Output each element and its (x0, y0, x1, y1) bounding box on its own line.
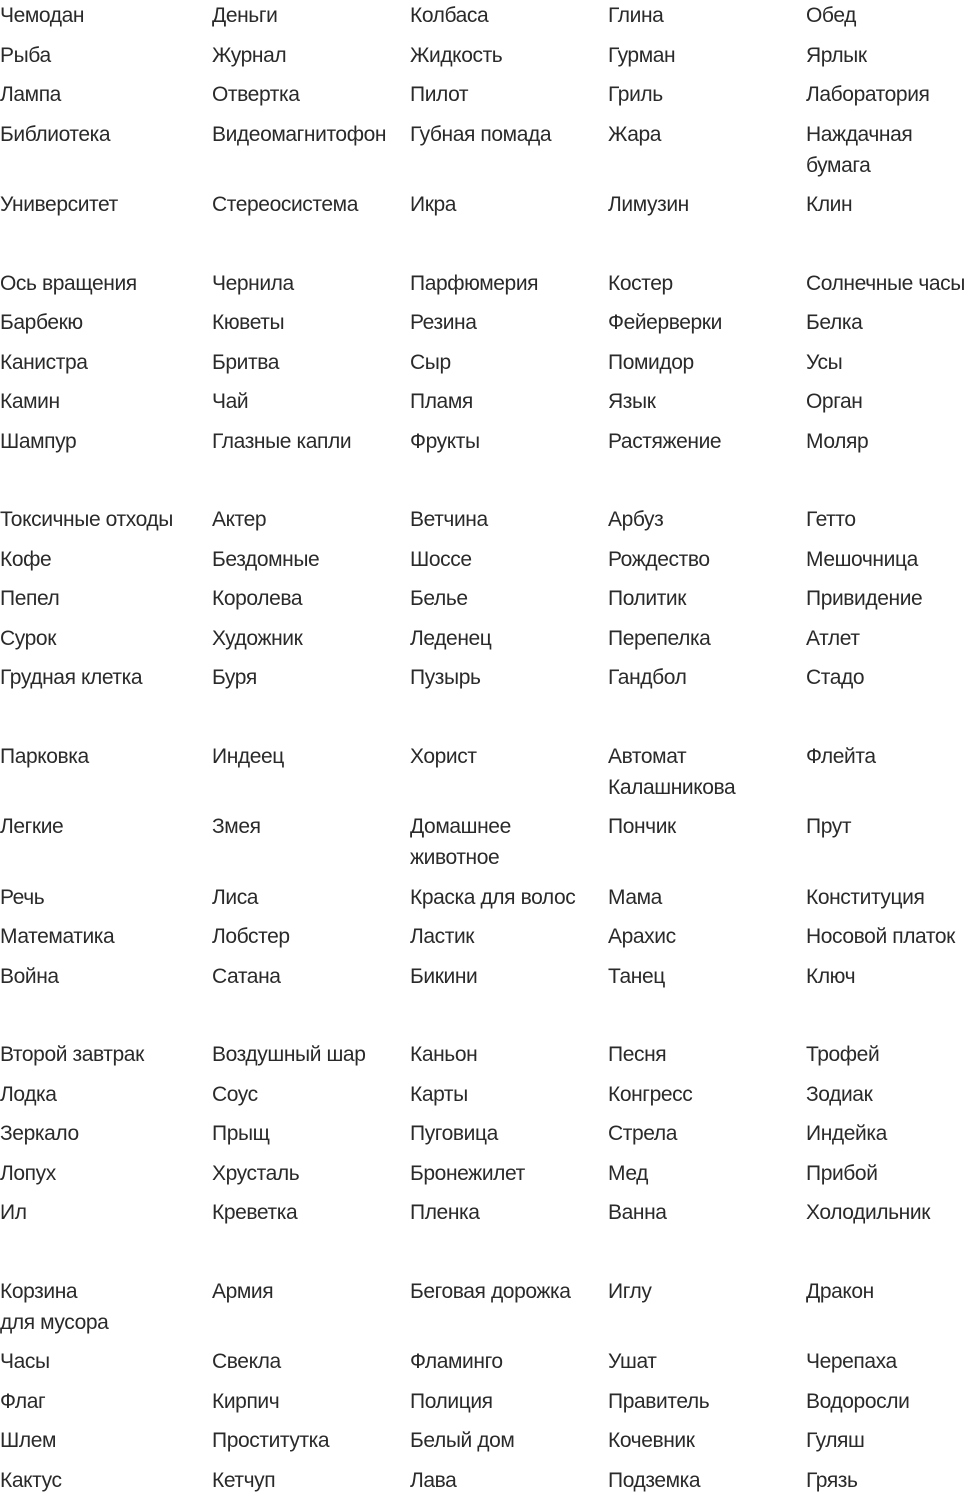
word-cell: Чернила (212, 268, 410, 308)
word-cell: Актер (212, 504, 410, 544)
word-cell: Война (0, 961, 212, 1001)
word-cell: Пилот (410, 79, 608, 119)
word-cell: Журнал (212, 40, 410, 80)
word-cell: Пленка (410, 1197, 608, 1237)
word-cell: Кюветы (212, 307, 410, 347)
word-cell: Лодка (0, 1079, 212, 1119)
word-cell: Парковка (0, 741, 212, 812)
word-cell: Токсичные отходы (0, 504, 212, 544)
word-cell: Деньги (212, 0, 410, 40)
word-cell: Мешочница (806, 544, 980, 584)
word-cell: Грудная клетка (0, 662, 212, 702)
word-cell: Кофе (0, 544, 212, 584)
word-cell: Кетчуп (212, 1465, 410, 1504)
word-cell: Сурок (0, 623, 212, 663)
word-cell: Хрусталь (212, 1158, 410, 1198)
word-cell: Бронежилет (410, 1158, 608, 1198)
word-cell: Ил (0, 1197, 212, 1237)
word-cell: Пончик (608, 811, 806, 882)
word-cell: Атлет (806, 623, 980, 663)
group-spacer (0, 229, 980, 268)
word-cell: Ветчина (410, 504, 608, 544)
word-cell: Шоссе (410, 544, 608, 584)
word-cell: Лампа (0, 79, 212, 119)
word-cell: Шампур (0, 426, 212, 466)
word-cell: Прыщ (212, 1118, 410, 1158)
word-cell: Соус (212, 1079, 410, 1119)
word-cell: Домашнее животное (410, 811, 608, 882)
word-cell: Гуляш (806, 1425, 980, 1465)
word-cell: Иглу (608, 1276, 806, 1347)
word-cell: Моляр (806, 426, 980, 466)
word-cell: Усы (806, 347, 980, 387)
word-cell: Леденец (410, 623, 608, 663)
word-cell: Дракон (806, 1276, 980, 1347)
word-cell: Стрела (608, 1118, 806, 1158)
word-cell: Правитель (608, 1386, 806, 1426)
group-spacer (0, 465, 980, 504)
word-cell: Носовой платок (806, 921, 980, 961)
word-cell: Университет (0, 189, 212, 229)
word-cell: Прибой (806, 1158, 980, 1198)
word-cell: Политик (608, 583, 806, 623)
word-cell: Арбуз (608, 504, 806, 544)
word-cell: Бикини (410, 961, 608, 1001)
word-cell: Барбекю (0, 307, 212, 347)
word-cell: Королева (212, 583, 410, 623)
word-cell: Камин (0, 386, 212, 426)
word-cell: Канистра (0, 347, 212, 387)
word-cell: Сатана (212, 961, 410, 1001)
word-cell: Библиотека (0, 119, 212, 190)
word-cell: Армия (212, 1276, 410, 1347)
word-group-3 (0, 504, 980, 702)
word-cell: Язык (608, 386, 806, 426)
word-cell: Стадо (806, 662, 980, 702)
word-cell: Костер (608, 268, 806, 308)
word-group-2 (0, 268, 980, 466)
word-cell: Обед (806, 0, 980, 40)
word-cell: Лава (410, 1465, 608, 1504)
word-cell: Флейта (806, 741, 980, 812)
word-cell: Видеомагнитофон (212, 119, 410, 190)
word-cell: Фрукты (410, 426, 608, 466)
word-cell: Ванна (608, 1197, 806, 1237)
word-cell: Гандбол (608, 662, 806, 702)
word-cell: Пуговица (410, 1118, 608, 1158)
word-cell: Змея (212, 811, 410, 882)
word-cell: Лобстер (212, 921, 410, 961)
word-cell: Глазные капли (212, 426, 410, 466)
word-cell: Ярлык (806, 40, 980, 80)
word-cell: Арахис (608, 921, 806, 961)
word-cell: Буря (212, 662, 410, 702)
word-cell: Орган (806, 386, 980, 426)
word-cell: Гриль (608, 79, 806, 119)
word-cell: Легкие (0, 811, 212, 882)
word-cell: Икра (410, 189, 608, 229)
word-cell: Индеец (212, 741, 410, 812)
word-cell: Колбаса (410, 0, 608, 40)
word-cell: Глина (608, 0, 806, 40)
word-cell: Конституция (806, 882, 980, 922)
word-cell: Пламя (410, 386, 608, 426)
word-cell: Наждачная бумага (806, 119, 980, 190)
word-cell: Художник (212, 623, 410, 663)
word-cell: Ключ (806, 961, 980, 1001)
word-cell: Креветка (212, 1197, 410, 1237)
word-cell: Карты (410, 1079, 608, 1119)
word-cell: Стереосистема (212, 189, 410, 229)
word-cell: Белка (806, 307, 980, 347)
word-cell: Зодиак (806, 1079, 980, 1119)
word-cell: Пузырь (410, 662, 608, 702)
word-cell: Гетто (806, 504, 980, 544)
word-cell: Лопух (0, 1158, 212, 1198)
word-cell: Рождество (608, 544, 806, 584)
word-cell: Фламинго (410, 1346, 608, 1386)
word-cell: Полиция (410, 1386, 608, 1426)
word-cell: Сыр (410, 347, 608, 387)
word-cell: Отвертка (212, 79, 410, 119)
word-cell: Белый дом (410, 1425, 608, 1465)
word-cell: Хорист (410, 741, 608, 812)
word-group-5 (0, 1039, 980, 1237)
word-group-4 (0, 741, 980, 1001)
word-cell: Речь (0, 882, 212, 922)
word-cell: Водоросли (806, 1386, 980, 1426)
word-cell: Бритва (212, 347, 410, 387)
word-cell: Фейерверки (608, 307, 806, 347)
word-cell: Рыба (0, 40, 212, 80)
word-cell: Часы (0, 1346, 212, 1386)
word-cell: Резина (410, 307, 608, 347)
word-cell: Зеркало (0, 1118, 212, 1158)
word-cell: Воздушный шар (212, 1039, 410, 1079)
word-cell: Холодильник (806, 1197, 980, 1237)
word-cell: Беговая дорожка (410, 1276, 608, 1347)
word-cell: Лаборатория (806, 79, 980, 119)
word-cell: Ластик (410, 921, 608, 961)
word-cell: Помидор (608, 347, 806, 387)
word-cell: Чемодан (0, 0, 212, 40)
word-cell: Проститутка (212, 1425, 410, 1465)
word-cell: Бездомные (212, 544, 410, 584)
group-spacer (0, 1000, 980, 1039)
word-cell: Белье (410, 583, 608, 623)
word-cell: Трофей (806, 1039, 980, 1079)
word-cell: Кочевник (608, 1425, 806, 1465)
word-cell: Танец (608, 961, 806, 1001)
word-group-6 (0, 1276, 980, 1504)
word-cell: Гурман (608, 40, 806, 80)
word-cell: Пепел (0, 583, 212, 623)
word-cell: Черепаха (806, 1346, 980, 1386)
word-cell: Песня (608, 1039, 806, 1079)
word-cell: Клин (806, 189, 980, 229)
word-cell: Лиса (212, 882, 410, 922)
word-cell: Чай (212, 386, 410, 426)
word-cell: Кактус (0, 1465, 212, 1504)
word-cell: Мама (608, 882, 806, 922)
word-cell: Подземка (608, 1465, 806, 1504)
word-cell: Кирпич (212, 1386, 410, 1426)
word-cell: Лимузин (608, 189, 806, 229)
word-cell: Краска для волос (410, 882, 608, 922)
word-cell: Солнечные часы (806, 268, 980, 308)
group-spacer (0, 702, 980, 741)
word-cell: Мед (608, 1158, 806, 1198)
word-cell: Свекла (212, 1346, 410, 1386)
word-cell: Грязь (806, 1465, 980, 1504)
word-cell: Прут (806, 811, 980, 882)
word-cell: Ушат (608, 1346, 806, 1386)
word-cell: Шлем (0, 1425, 212, 1465)
word-cell: Перепелка (608, 623, 806, 663)
word-cell: Растяжение (608, 426, 806, 466)
word-cell: Жара (608, 119, 806, 190)
word-cell: Губная помада (410, 119, 608, 190)
word-cell: Флаг (0, 1386, 212, 1426)
word-cell: Привидение (806, 583, 980, 623)
word-cell: Корзина для мусора (0, 1276, 212, 1347)
word-group-1 (0, 0, 980, 229)
word-cell: Парфюмерия (410, 268, 608, 308)
word-cell: Второй завтрак (0, 1039, 212, 1079)
word-cell: Каньон (410, 1039, 608, 1079)
word-cell: Конгресс (608, 1079, 806, 1119)
word-cell: Индейка (806, 1118, 980, 1158)
group-spacer (0, 1237, 980, 1276)
word-cell: Математика (0, 921, 212, 961)
word-cell: Автомат Калашникова (608, 741, 806, 812)
word-cell: Ось вращения (0, 268, 212, 308)
word-cell: Жидкость (410, 40, 608, 80)
